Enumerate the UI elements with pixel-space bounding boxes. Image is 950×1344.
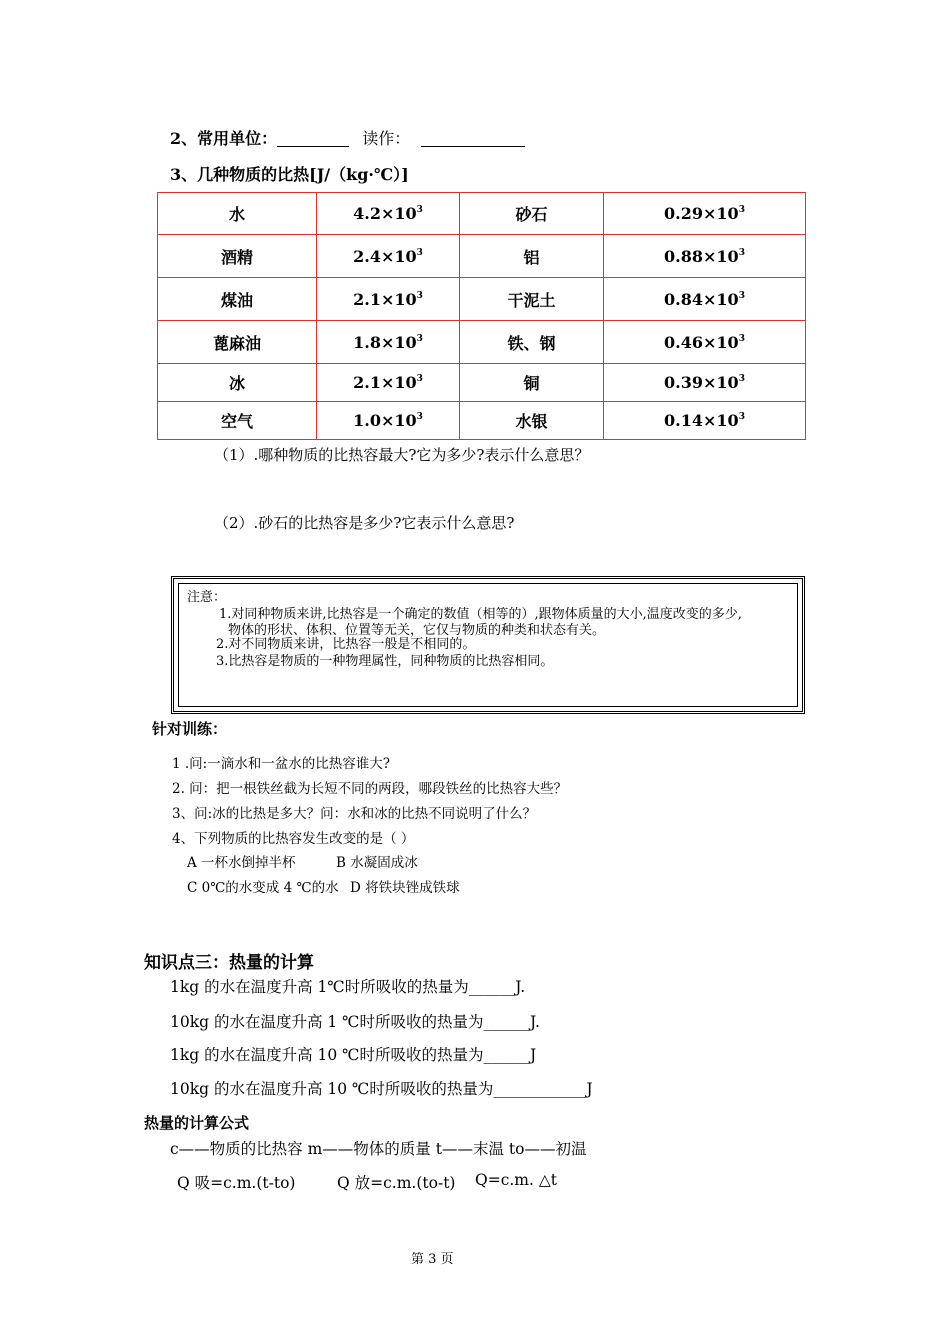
value-cell: $1.8\times 10^3$: [317, 321, 460, 364]
section-3-heading: 3、几种物质的比热[J/（kg·℃）]: [170, 165, 409, 184]
substance-cell: 蓖麻油: [158, 321, 317, 364]
calc-line-3: 1kg 的水在温度升高 10 ℃时所吸收的热量为______J: [170, 1046, 537, 1064]
formula-heading: 热量的计算公式: [144, 1114, 250, 1132]
note-line-1-cont: 物体的形状、体积、位置等无关，它仅与物质的种类和状态有关。: [228, 623, 606, 638]
substance-cell: 铁、钢: [460, 321, 604, 364]
table-row: [158, 402, 806, 440]
option-b: B 水凝固成冰: [336, 855, 418, 871]
specific-heat-table: [157, 192, 806, 440]
note-line-1: 1.对同种物质来讲,比热容是一个确定的数值（相等的）,跟物体质量的大小,温度改变的多少,: [219, 607, 742, 622]
option-a: A 一杯水倒掉半杯: [187, 855, 296, 871]
calc-line-1: 1kg 的水在温度升高 1℃时所吸收的热量为______J.: [170, 978, 526, 996]
substance-cell: 水: [158, 193, 317, 235]
question-1: （1）.哪种物质的比热容最大?它为多少?表示什么意思？: [214, 446, 590, 464]
training-item-1: 1 .问:一滴水和一盆水的比热容谁大?: [172, 756, 390, 772]
formula-release: Q 放=c.m.(to-t): [337, 1174, 456, 1192]
note-line-3: 3.比热容是物质的一种物理属性，同种物质的比热容相同。: [216, 654, 554, 669]
table-row: [158, 321, 806, 364]
value-cell: $0.14\times 10^3$: [604, 402, 806, 440]
substance-cell: 煤油: [158, 278, 317, 321]
note-title: 注意：: [187, 590, 227, 605]
value-cell: $0.29\times 10^3$: [604, 193, 806, 235]
read-blank: [421, 130, 525, 147]
training-item-2: 2. 问：把一根铁丝截为长短不同的两段，哪段铁丝的比热容大些？: [172, 781, 568, 797]
formula-variables: c——物质的比热容 m——物体的质量 t——末温 to——初温: [170, 1140, 587, 1158]
value-cell: $2.1\times 10^3$: [317, 278, 460, 321]
knowledge-3-heading: 知识点三：热量的计算: [144, 953, 314, 973]
training-item-4: 4、下列物质的比热容发生改变的是（ ）: [172, 831, 415, 847]
table-row: [158, 278, 806, 321]
table-row: [158, 193, 806, 235]
value-cell: $0.88\times 10^3$: [604, 235, 806, 278]
substance-cell: 铜: [460, 364, 604, 402]
value-cell: $0.84\times 10^3$: [604, 278, 806, 321]
value-cell: $0.46\times 10^3$: [604, 321, 806, 364]
training-item-3: 3、问:冰的比热是多大？问：水和冰的比热不同说明了什么？: [172, 806, 537, 822]
page-number: 第 3 页: [411, 1252, 454, 1267]
option-c: C 0℃的水变成 4 ℃的水: [187, 880, 339, 896]
calc-line-4: 10kg 的水在温度升高 10 ℃时所吸收的热量为____________J: [170, 1080, 593, 1098]
formula-absorb: Q 吸=c.m.(t-to): [177, 1174, 296, 1192]
formula-general: Q=c.m. △t: [475, 1171, 558, 1189]
value-cell: $4.2\times 10^3$: [317, 193, 460, 235]
calc-line-2: 10kg 的水在温度升高 1 ℃时所吸收的热量为______J.: [170, 1013, 540, 1031]
units-blank: [277, 130, 349, 147]
option-d: D 将铁块锉成铁球: [350, 880, 460, 896]
value-cell: $1.0\times 10^3$: [317, 402, 460, 440]
substance-cell: 冰: [158, 364, 317, 402]
note-line-2: 2.对不同物质来讲，比热容一般是不相同的。: [216, 637, 476, 652]
table-row: [158, 235, 806, 278]
units-label: 2、常用单位：: [170, 129, 278, 148]
question-2: （2）.砂石的比热容是多少?它表示什么意思?: [214, 514, 515, 532]
training-heading: 针对训练：: [152, 720, 228, 738]
substance-cell: 铝: [460, 235, 604, 278]
table-row: [158, 364, 806, 402]
value-cell: $2.1\times 10^3$: [317, 364, 460, 402]
substance-cell: 砂石: [460, 193, 604, 235]
substance-cell: 酒精: [158, 235, 317, 278]
units-line: [170, 126, 525, 149]
value-cell: $2.4\times 10^3$: [317, 235, 460, 278]
read-label: 读作：: [362, 129, 411, 148]
value-cell: $0.39\times 10^3$: [604, 364, 806, 402]
substance-cell: 水银: [460, 402, 604, 440]
substance-cell: 干泥土: [460, 278, 604, 321]
substance-cell: 空气: [158, 402, 317, 440]
